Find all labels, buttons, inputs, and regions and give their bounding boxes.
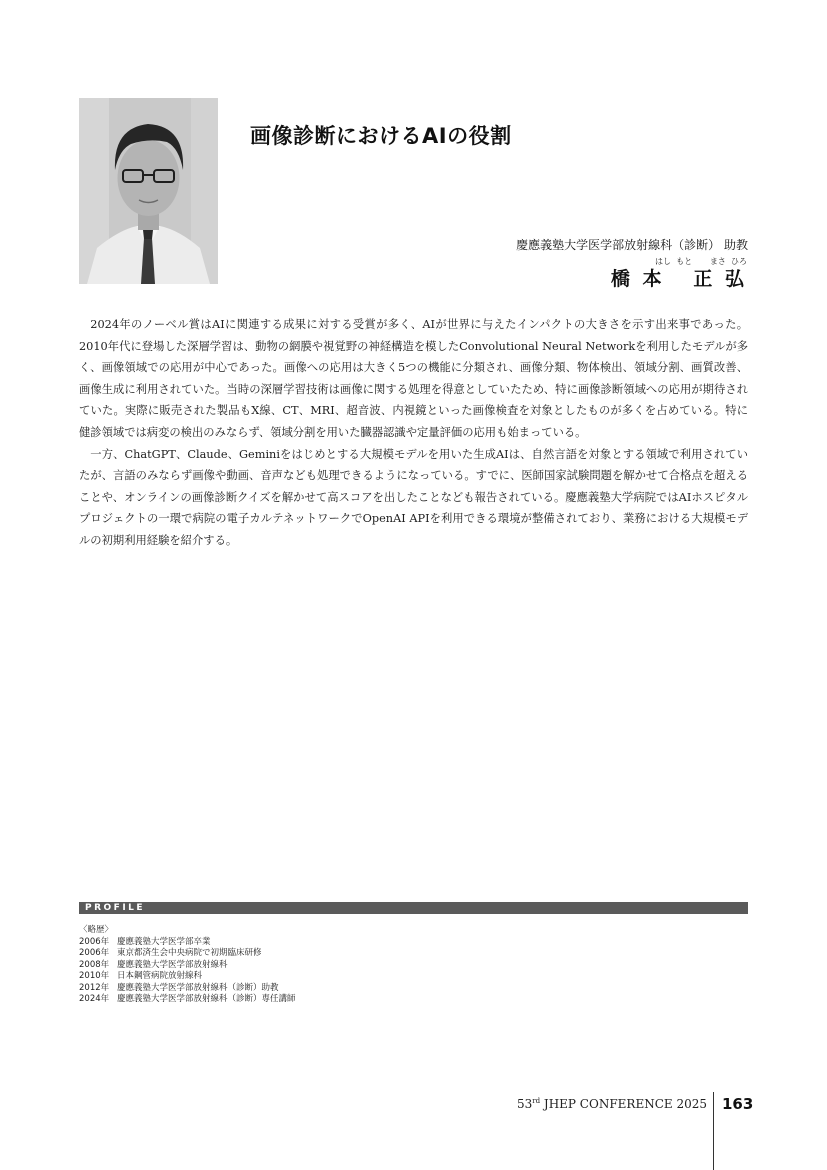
profile-entry — [79, 948, 296, 960]
profile-entry-text: 日本鋼管病院放射線科 — [117, 971, 203, 981]
profile-entry-year: 2010年 — [79, 971, 110, 981]
author-name: 橋 本 正 弘 — [610, 268, 747, 290]
profile-entry-text: 慶應義塾大学医学部卒業 — [117, 936, 211, 947]
author-name-ruby: はし もと まさ ひろ — [655, 257, 747, 266]
profile-entry-text: 慶應義塾大学医学部放射線科（診断）助教 — [117, 982, 279, 993]
profile-entry-year: 2024年 — [79, 994, 110, 1004]
conference-name: JHEP CONFERENCE 2025 — [540, 1097, 707, 1111]
profile-section-label: PROFILE — [85, 903, 146, 913]
conference-footer — [517, 1097, 707, 1111]
abstract-body — [79, 314, 748, 552]
profile-section-bar — [79, 902, 748, 914]
abstract-paragraph: 一方、ChatGPT、Claude、Geminiをはじめとする大規模モデルを用いた生成AIは、自然言語を対象とする領域で利用されていたが、言語のみならず画像や動画、音声なども処理できるようになっている。すでに、医師国家試験問題を解かせて合格点を超えることや、オンラインの画像診断クイズを解かせて高スコアを出したことなども報告されている。慶應義塾大学病院ではAIホスピタルプロジェクトの一環で病院の電子カルテネットワークでOpenAI APIを利用できる環境が整備されており、業務における大規模モデルの初期利用経験を紹介する。 — [79, 447, 748, 547]
profile-entry-year: 2008年 — [79, 959, 110, 970]
page-number: 163 — [722, 1095, 754, 1113]
profile-entry-year: 2006年 — [79, 948, 110, 958]
author-affiliation: 慶應義塾大学医学部放射線科（診断） 助教 — [516, 238, 748, 252]
profile-heading: 〈略歴〉 — [79, 925, 114, 935]
profile-career-list — [79, 925, 296, 1006]
profile-entry-text: 東京都済生会中央病院で初期臨床研修 — [117, 948, 262, 958]
article-title: 画像診断におけるAIの役割 — [250, 124, 512, 148]
profile-entry-text: 慶應義塾大学医学部放射線科 — [117, 959, 228, 970]
conference-ordinal: rd — [532, 1097, 541, 1105]
conference-number: 53 — [516, 1097, 533, 1111]
profile-entry-text: 慶應義塾大学医学部放射線科（診断）専任講師 — [117, 994, 296, 1004]
portrait-illustration — [79, 98, 218, 284]
profile-entry — [79, 971, 296, 983]
profile-entry — [79, 937, 296, 949]
profile-entry — [79, 983, 296, 995]
author-photo — [79, 98, 218, 284]
profile-entry — [79, 960, 296, 972]
profile-entry — [79, 994, 296, 1006]
abstract-paragraph: 2024年のノーベル賞はAIに関連する成果に対する受賞が多く、AIが世界に与えたインパクトの大きさを示す出来事であった。2010年代に登場した深層学習は、動物の網膜や視覚野の神経構造を模したConvolutional Neural Networkを利用したモデルが多く、画像領域での応用が中心であった。画像への応用は大きく5つの機能に分類され、画像分類、物体検出、領域分割、画質改善、画像生成に利用されていた。当時の深層学習技術は画像に関する処理を得意としていたため、特に画像診断領域への応用が期待されていた。実際に販売された製品もX線、CT、MRI、超音波、内視鏡といった画像検査を対象としたものが多くを占めている。特に健診領域では病変の検出のみならず、領域分割を用いた臓器認識や定量評価の応用も始まっている。 — [79, 318, 748, 439]
profile-entry-year: 2006年 — [79, 936, 110, 947]
profile-entry-year: 2012年 — [79, 982, 110, 993]
footer-divider — [713, 1092, 714, 1170]
